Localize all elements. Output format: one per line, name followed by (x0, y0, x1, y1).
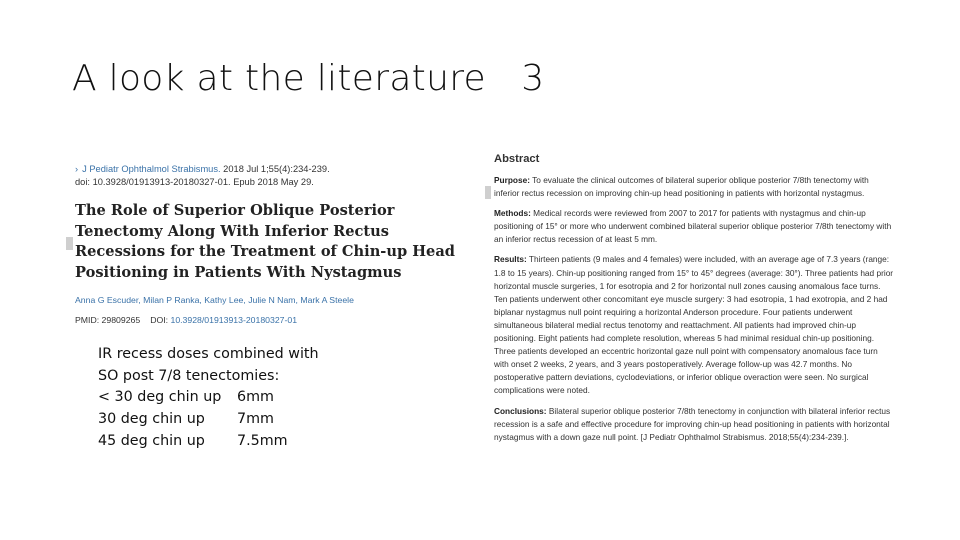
dose-label: 30 deg chin up (98, 411, 205, 428)
abstract-methods (494, 207, 894, 246)
abstract-purpose (494, 174, 894, 200)
abstract-panel (494, 153, 894, 451)
dose-row (98, 431, 319, 453)
divider (66, 237, 73, 250)
abstract-results (494, 253, 894, 397)
section-text: Thirteen patients (9 males and 4 females) were included, with an average age of 7.3 years (range: 1.8 to 15 years). Chin-up positioning ranged from 15° to 45° degrees (average: 30°). Three patients had prior horizontal muscle surgeries, 1 for esotropia and 2 for horizontal null zones causing anomalous face turns. Ten patients underwent other concomitant eye muscle surgery: 3 had esotropia, 1 had exotropia, and 2 had biplanar nystagmus null point requiring a horizontal Anderson procedure. Four patients underwent simultaneous bilateral medial rectus tenotomy and reattachment. All patients had improved chin-up positioning. Eight patients had complete resolution, whereas 5 had minimal residual chin-up positioning. Three patients developed an eccentric horizontal gaze null point with compensatory anomalous face turn with onset 2 weeks, 2 years, and 3 years postoperatively. Average follow-up was 42.7 months. No postoperative pattern deviations, cyclodeviations, or inferior oblique overaction were seen. No surgical complications were noted. (494, 254, 894, 396)
pmid: PMID: 29809265 (75, 315, 141, 326)
citation-clipping (75, 163, 470, 325)
citation-doi-epub: doi: 10.3928/01913913-20180327-01. Epub 2018 May 29. (75, 177, 314, 187)
dose-row (98, 387, 319, 409)
slide-title: A look at the literature 3 (72, 58, 545, 99)
doi-label: DOI: (150, 315, 171, 326)
section-label: Conclusions: (494, 405, 547, 416)
abstract-heading: Abstract (494, 153, 540, 165)
citation-date-pages: 2018 Jul 1;55(4):234-239. (220, 164, 330, 174)
abstract-conclusions (494, 405, 894, 444)
notes-line: IR recess doses combined with (98, 346, 319, 362)
dose-value: 7mm (237, 411, 274, 428)
section-label: Results: (494, 254, 527, 265)
chevron-right-icon: › (75, 164, 79, 174)
section-label: Purpose: (494, 175, 530, 185)
dose-value: 6mm (237, 389, 274, 406)
dose-row (98, 409, 319, 431)
dose-label: 45 deg chin up (98, 432, 205, 449)
dose-label: < 30 deg chin up (98, 389, 222, 406)
section-text: Medical records were reviewed from 2007 to 2017 for patients with nystagmus and chin-up positioning of 15° or more who underwent combined bilateral superior oblique posterior 7/8th tenectomy with an inferior rectus recession of at least 5 mm. (494, 208, 892, 245)
dose-value: 7.5mm (237, 432, 288, 449)
section-text: To evaluate the clinical outcomes of bilateral superior oblique posterior 7/8th tenectomy with inferior rectus recession on improving chin-up head positioning in patients with horizontal nystagmus. (494, 175, 869, 199)
section-label: Methods: (494, 208, 531, 219)
divider (485, 186, 491, 199)
notes-line: SO post 7/8 tenectomies: (98, 367, 280, 384)
section-text: Bilateral superior oblique posterior 7/8th tenectomy in conjunction with bilateral inferior rectus recession is a safe and effective procedure for improving chin-up head positioning in patients with horizontal nystagmus with a down gaze null point. [J Pediatr Ophthalmol Strabismus. 2018;55(4):234-239.]. (494, 405, 891, 442)
doi-link[interactable]: 10.3928/01913913-20180327-01 (170, 315, 298, 326)
paper-title: The Role of Superior Oblique Posterior Tenectomy Along With Inferior Rectus Recessions for the Treatment of Chin-up Head Positioning in Patients With Nystagmus (75, 202, 455, 281)
journal-link[interactable]: J Pediatr Ophthalmol Strabismus. (82, 164, 221, 174)
citation-identifiers (75, 315, 470, 325)
author-list[interactable]: Anna G Escuder, Milan P Ranka, Kathy Lee, Julie N Nam, Mark A Steele (75, 295, 354, 306)
slide-notes (98, 344, 319, 453)
citation-source-line (75, 163, 470, 176)
